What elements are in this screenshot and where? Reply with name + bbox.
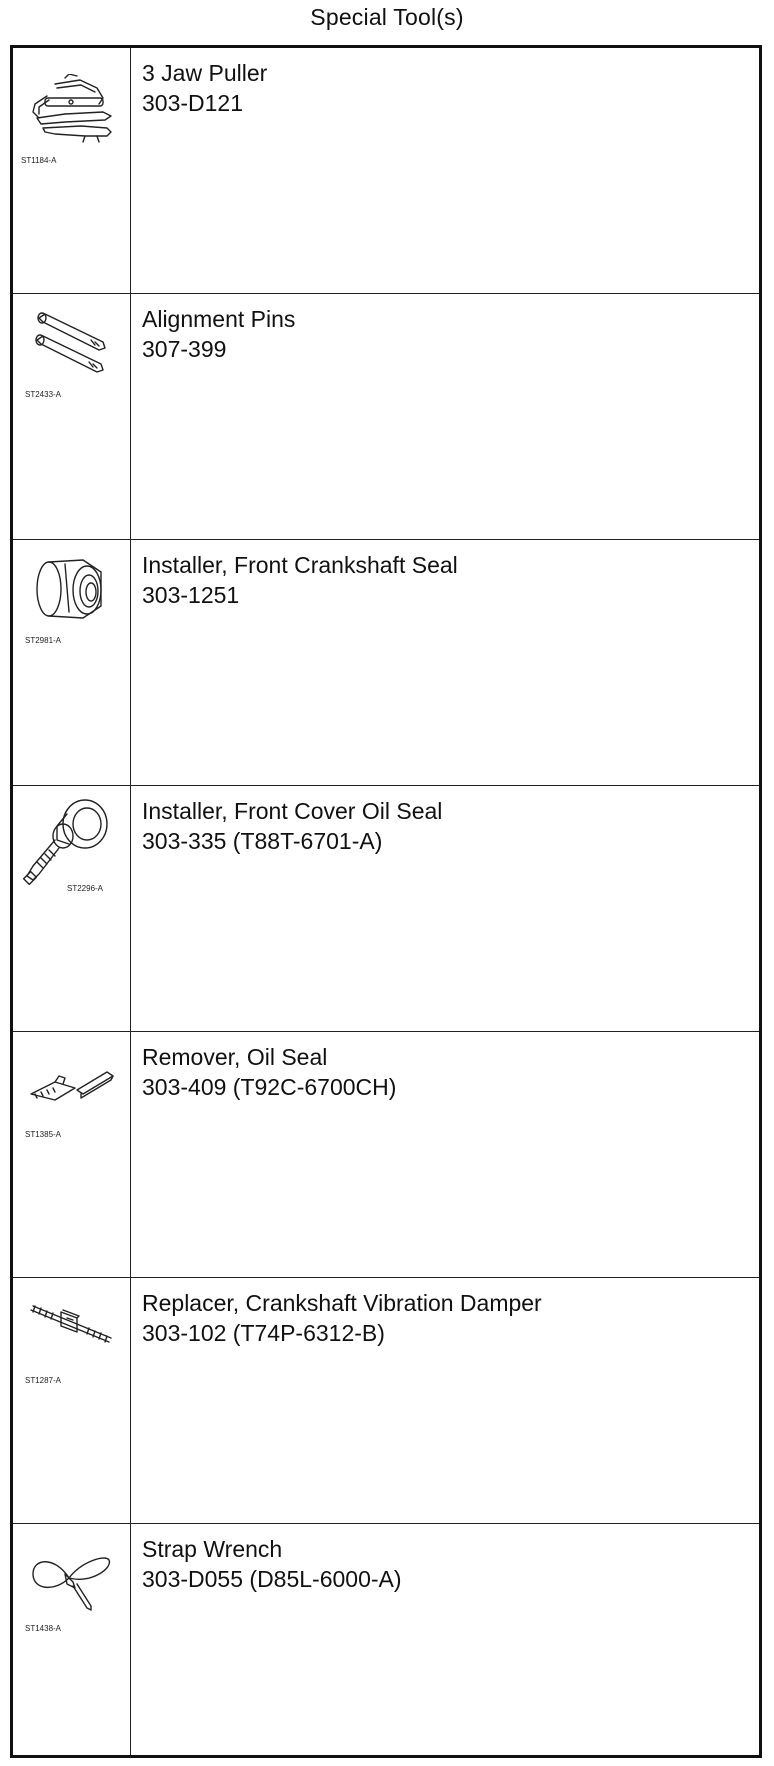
tool-name: Alignment Pins — [142, 306, 296, 332]
tool-description-cell — [132, 48, 759, 293]
tool-description-cell — [132, 540, 759, 785]
table-row — [13, 294, 759, 540]
reference-code: ST2296-A — [67, 884, 104, 893]
jaw-puller-icon — [25, 74, 115, 144]
tool-image-cell — [13, 540, 131, 785]
reference-code: ST1184-A — [21, 156, 57, 165]
seal-remover-icon — [25, 1054, 115, 1124]
tool-description-cell — [132, 294, 759, 539]
tool-description-cell — [132, 1524, 759, 1755]
cover-seal-installer-icon — [19, 796, 119, 886]
tool-description-cell — [132, 1032, 759, 1277]
tool-number: 303-D121 — [142, 90, 244, 116]
table-row — [13, 48, 759, 294]
reference-code: ST1287-A — [25, 1376, 62, 1385]
reference-code: ST1385-A — [25, 1130, 62, 1139]
tool-image-cell — [13, 786, 131, 1031]
tool-name: Installer, Front Crankshaft Seal — [142, 552, 458, 578]
table-row — [13, 540, 759, 786]
tool-image-cell — [13, 1278, 131, 1523]
tool-image-cell — [13, 1524, 131, 1755]
alignment-pins-icon — [25, 312, 115, 382]
strap-wrench-icon — [25, 1548, 115, 1618]
tool-number: 303-102 (T74P-6312-B) — [142, 1320, 385, 1346]
tool-name: Remover, Oil Seal — [142, 1044, 328, 1070]
reference-code: ST1438-A — [25, 1624, 62, 1633]
tool-number: 307-399 — [142, 336, 227, 362]
table-row — [13, 1278, 759, 1524]
tool-image-cell — [13, 1032, 131, 1277]
tool-number: 303-335 (T88T-6701-A) — [142, 828, 383, 854]
damper-replacer-icon — [25, 1292, 115, 1362]
table-row — [13, 786, 759, 1032]
table-row — [13, 1032, 759, 1278]
tool-number: 303-1251 — [142, 582, 240, 608]
tool-name: Strap Wrench — [142, 1536, 283, 1562]
page-title: Special Tool(s) — [310, 4, 464, 30]
reference-code: ST2433-A — [25, 390, 62, 399]
tool-name: 3 Jaw Puller — [142, 60, 268, 86]
seal-installer-icon — [25, 554, 115, 624]
tool-name: Replacer, Crankshaft Vibration Damper — [142, 1290, 542, 1316]
table-row — [13, 1524, 759, 1755]
special-tools-table — [10, 45, 762, 1758]
tool-number: 303-409 (T92C-6700CH) — [142, 1074, 397, 1100]
reference-code: ST2981-A — [25, 636, 62, 645]
tool-name: Installer, Front Cover Oil Seal — [142, 798, 443, 824]
tool-number: 303-D055 (D85L-6000-A) — [142, 1566, 402, 1592]
tool-description-cell — [132, 1278, 759, 1523]
tool-description-cell — [132, 786, 759, 1031]
tool-image-cell — [13, 294, 131, 539]
tool-image-cell — [13, 48, 131, 293]
